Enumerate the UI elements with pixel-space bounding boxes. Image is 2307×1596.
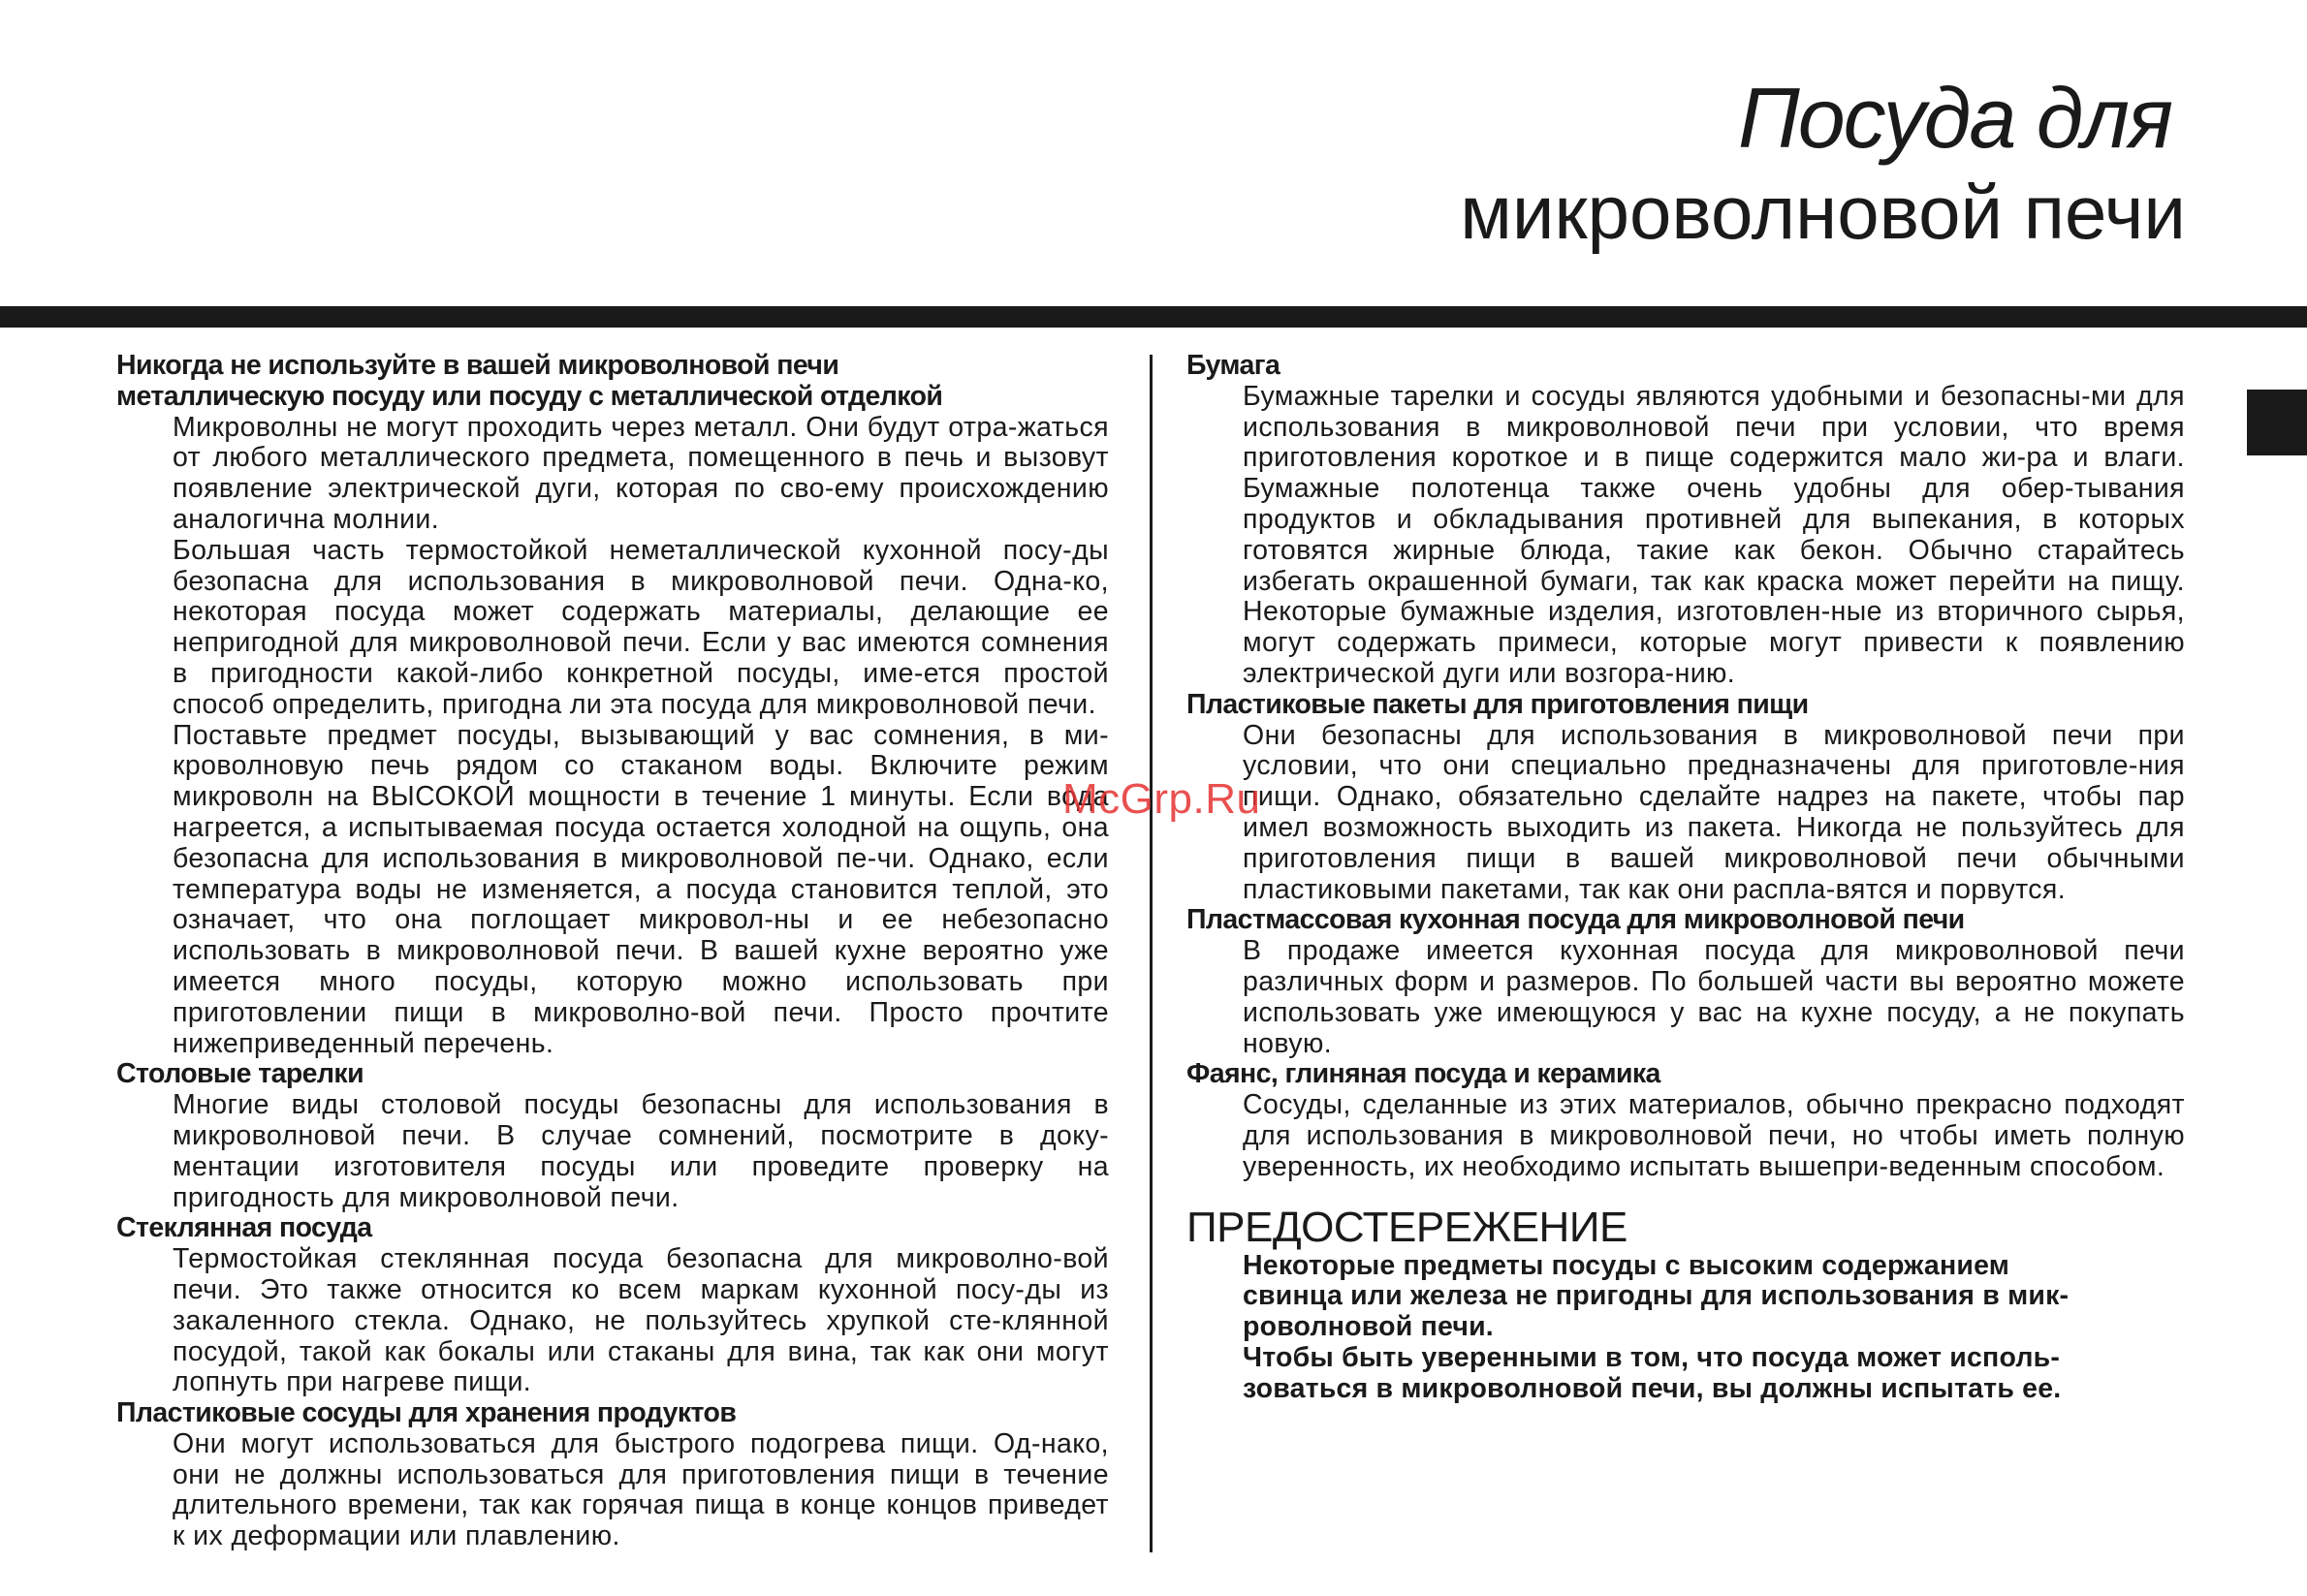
paragraph-glassware: Термостойкая стеклянная посуда безопасна для микроволно-вой печи. Это также относится ко всем маркам кухонной посу-ды из закаленного стекла. Однако, не пользуйтесь хрупкой сте-клянной посудой, такой как бокалы или стаканы для вина, так как они могут лопнуть при нагреве пищи. <box>173 1243 1109 1398</box>
section-tab-marker <box>2247 390 2307 455</box>
paragraph-ceramics: Сосуды, сделанные из этих материалов, обычно прекрасно подходят для использования в микроволновой печи, но чтобы иметь полную уверенность, их необходимо испытать вышепри-веденным способом. <box>1243 1089 2185 1182</box>
warning-paragraph-2: Чтобы быть уверенными в том, что посуда может исполь-зоваться в микроволновой печи, вы должны испытать ее. <box>1243 1341 2062 1404</box>
column-divider <box>1150 355 1153 1552</box>
heading-plastic-containers: Пластиковые сосуды для хранения продуктов <box>116 1397 737 1429</box>
paragraph-dinnerware: Многие виды столовой посуды безопасны для использования в микроволновой печи. В случае сомнений, посмотрите в доку-ментации изготовителя посуды или проведите проверку на пригодность для микроволновой печи. <box>173 1089 1109 1213</box>
heading-glassware: Стеклянная посуда <box>116 1212 372 1244</box>
paragraph-metal-2: Большая часть термостойкой неметаллической кухонной посу-ды безопасна для использования в микроволновой печи. Одна-ко, некоторая посуда может содержать материалы, делающие ее непригодной для микроволновой печи. Если у вас имеются сомнения в пригодности какой-либо конкретной посуды, име-ется простой способ определить, пригодна ли эта посуда для микроволновой печи. <box>173 534 1109 720</box>
warning-title: ПРЕДОСТЕРЕЖЕНИЕ <box>1186 1203 1628 1251</box>
paragraph-metal-3: Поставьте предмет посуды, вызывающий у вас сомнения, в ми-кроволновую печь рядом со стаканом воды. Включите режим микроволн на ВЫСОКОЙ мощности в течение 1 минуты. Если вода нагреется, а испытываемая посуда остается холодной на ощупь, она безопасна для использования в микроволновой пе-чи. Однако, если температура воды не изменяется, а посуда становится теплой, это означает, что она поглощает микровол-ны и ее небезопасно использовать в микроволновой печи. В вашей кухне вероятно уже имеется много посуды, которую можно использовать при приготовлении пищи в микроволно-вой печи. Просто прочтите нижеприведенный перечень. <box>173 719 1109 1059</box>
heading-metal-cookware: Никогда не используйте в вашей микроволновой печи металлическую посуду или посуду с металлической отделкой <box>116 350 943 412</box>
right-column <box>1186 351 2185 1405</box>
paragraph-plastic-containers: Они могут использоваться для быстрого подогрева пищи. Од-нако, они не должны использоваться для приготовления пищи в течение длительного времени, так как горячая пища в конце концов приведет к их деформации или плавлению. <box>173 1427 1109 1552</box>
heading-cooking-bags: Пластиковые пакеты для приготовления пищи <box>1186 688 1809 720</box>
header-divider <box>0 306 2307 328</box>
paragraph-microwave-plastic: В продаже имеется кухонная посуда для микроволновой печи различных форм и размеров. По большей части вы вероятно можете использовать уже имеющуюся у вас на кухне посуду, а не покупать новую. <box>1243 935 2185 1059</box>
heading-paper: Бумага <box>1186 350 1280 381</box>
watermark: McGrp.Ru <box>1062 775 1261 823</box>
paragraph-cooking-bags: Они безопасны для использования в микроволновой печи при условии, что они специально предназначены для приготовле-ния пищи. Однако, обязательно сделайте надрез на пакете, чтобы пар имел возможность выходить из пакета. Никогда не пользуйтесь для приготовления пищи в вашей микроволновой печи обычными пластиковыми пакетами, так как они распла-вятся и порвутся. <box>1243 719 2185 905</box>
page-subtitle: микроволновой печи <box>1460 170 2186 255</box>
left-column <box>116 351 1109 1552</box>
heading-dinnerware: Столовые тарелки <box>116 1058 363 1090</box>
heading-microwave-plastic: Пластмассовая кухонная посуда для микроволновой печи <box>1186 904 1965 936</box>
paragraph-metal-1: Микроволны не могут проходить через металл. Они будут отра-жаться от любого металлического предмета, помещенного в печь и вызовут появление электрической дуги, которая по сво-ему происхождению аналогична молнии. <box>173 411 1109 535</box>
heading-ceramics: Фаянс, глиняная посуда и керамика <box>1186 1058 1660 1090</box>
paragraph-paper: Бумажные тарелки и сосуды являются удобными и безопасны-ми для использования в микроволновой печи при условии, что время приготовления короткое и в пище содержится мало жи-ра и влаги. Бумажные полотенца также очень удобны для обер-тывания продуктов и обкладывания противней для выпекания, в которых готовятся жирные блюда, такие как бекон. Обычно старайтесь избегать окрашенной бумаги, так как краска может перейти на пищу. Некоторые бумажные изделия, изготовлен-ные из вторичного сырья, могут содержать примеси, которые могут привести к появлению электрической дуги или возгора-нию. <box>1243 380 2185 689</box>
warning-paragraph-1: Некоторые предметы посуды с высоким содержанием свинца или железа не пригодны для использования в мик-роволновой печи. <box>1243 1249 2070 1343</box>
page-title: Посуда для <box>1737 70 2171 166</box>
